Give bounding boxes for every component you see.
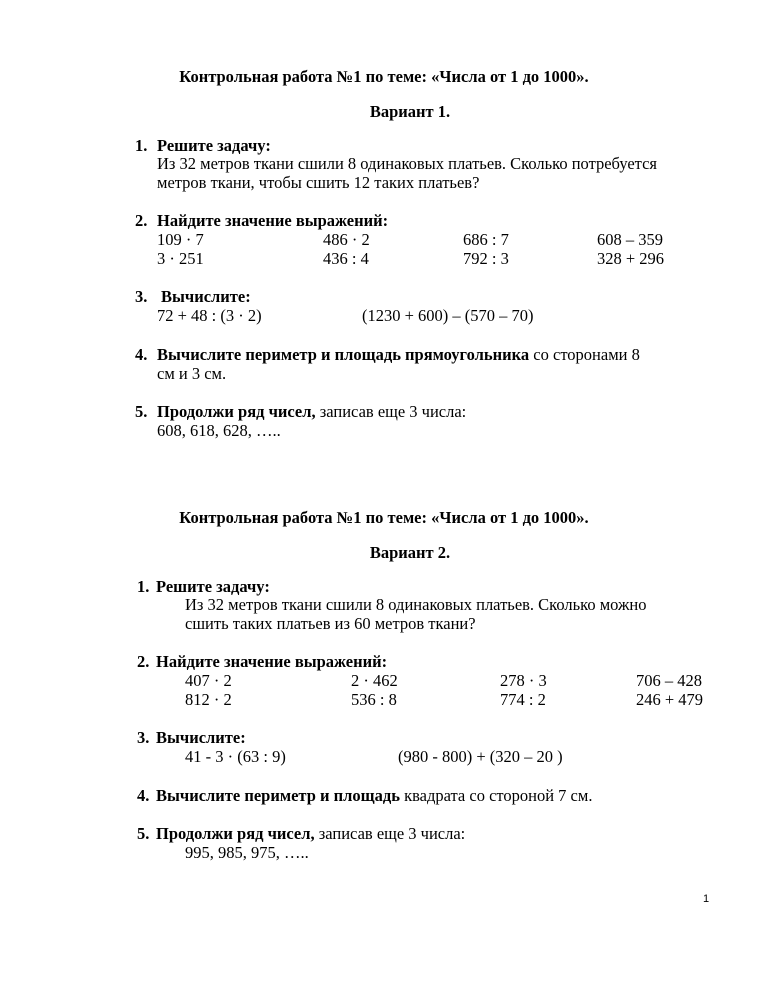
v1-task3-heading: Вычислите: [161, 287, 251, 306]
v1-variant: Вариант 1. [369, 102, 451, 121]
v2-expr: 278 · 3 [500, 671, 547, 690]
v2-expr: 774 : 2 [500, 690, 546, 709]
v2-task4-heading: Вычислите периметр и площадь [156, 786, 400, 805]
v1-task5-heading: Продолжи ряд чисел, [157, 402, 316, 421]
v1-task1-line2: метров ткани, чтобы сшить 12 таких платьев? [157, 173, 480, 192]
v1-expr: 608 – 359 [597, 230, 663, 249]
v1-expr: 328 + 296 [597, 249, 665, 268]
v2-task5-sequence: 995, 985, 975, ….. [185, 843, 309, 862]
v1-task4-line1 [157, 347, 640, 364]
v2-variant: Вариант 2. [369, 543, 451, 562]
v1-task3-num: 3. [135, 287, 148, 306]
v1-task3-expr2: (1230 + 600) – (570 – 70) [362, 306, 534, 325]
v2-task5-num: 5. [137, 824, 150, 843]
v1-task5-num: 5. [135, 402, 148, 421]
v1-task4-line2: см и 3 см. [157, 364, 227, 383]
v1-task4-heading: Вычислите периметр и площадь прямоугольника [157, 345, 530, 364]
v2-task1-line2: сшить таких платьев из 60 метров ткани? [185, 614, 476, 633]
v2-task5-tail: записав еще 3 числа: [314, 824, 466, 843]
v2-expr: 706 – 428 [636, 671, 702, 690]
v2-task3-num: 3. [137, 728, 150, 747]
v1-task3-expr1: 72 + 48 : (3 · 2) [157, 306, 262, 325]
v1-task1-heading: Решите задачу: [157, 136, 271, 155]
v2-expr: 536 : 8 [351, 690, 397, 709]
v2-task1-heading: Решите задачу: [156, 577, 270, 596]
v1-task5-sequence: 608, 618, 628, ….. [157, 421, 281, 440]
v1-task5-line1 [157, 404, 466, 421]
v2-task3-expr1: 41 - 3 · (63 : 9) [185, 747, 286, 766]
v2-task5-heading: Продолжи ряд чисел, [156, 824, 315, 843]
v2-task1-line1: Из 32 метров ткани сшили 8 одинаковых платьев. Сколько можно [185, 595, 647, 614]
v2-task2-num: 2. [137, 652, 150, 671]
v1-task4-tail: со сторонами 8 [529, 345, 640, 364]
v2-expr: 246 + 479 [636, 690, 704, 709]
v2-expr: 407 · 2 [185, 671, 232, 690]
v2-task4-num: 4. [137, 786, 150, 805]
v1-title: Контрольная работа №1 по теме: «Числа от 1 до 1000». [179, 67, 589, 86]
v1-expr: 686 : 7 [463, 230, 509, 249]
v2-task3-expr2: (980 - 800) + (320 – 20 ) [398, 747, 563, 766]
v2-task3-heading: Вычислите: [156, 728, 246, 747]
v2-expr: 2 · 462 [351, 671, 398, 690]
v2-task5-line1 [156, 826, 465, 843]
v1-expr: 792 : 3 [463, 249, 509, 268]
v2-task4-line [156, 788, 592, 805]
v1-task2-heading: Найдите значение выражений: [157, 211, 389, 230]
v1-expr: 3 · 251 [157, 249, 204, 268]
v2-title: Контрольная работа №1 по теме: «Числа от 1 до 1000». [179, 508, 589, 527]
v1-task4-num: 4. [135, 345, 148, 364]
v1-task5-tail: записав еще 3 числа: [315, 402, 467, 421]
v1-task1-num: 1. [135, 136, 148, 155]
v2-expr: 812 · 2 [185, 690, 232, 709]
v2-task1-num: 1. [137, 577, 150, 596]
v1-expr: 486 · 2 [323, 230, 370, 249]
v2-task4-tail: квадрата со стороной 7 см. [399, 786, 593, 805]
v1-expr: 109 · 7 [157, 230, 204, 249]
v1-task1-line1: Из 32 метров ткани сшили 8 одинаковых платьев. Сколько потребуется [157, 154, 658, 173]
v1-expr: 436 : 4 [323, 249, 369, 268]
v2-task2-heading: Найдите значение выражений: [156, 652, 388, 671]
page-number: 1 [703, 893, 710, 905]
v1-task2-num: 2. [135, 211, 148, 230]
